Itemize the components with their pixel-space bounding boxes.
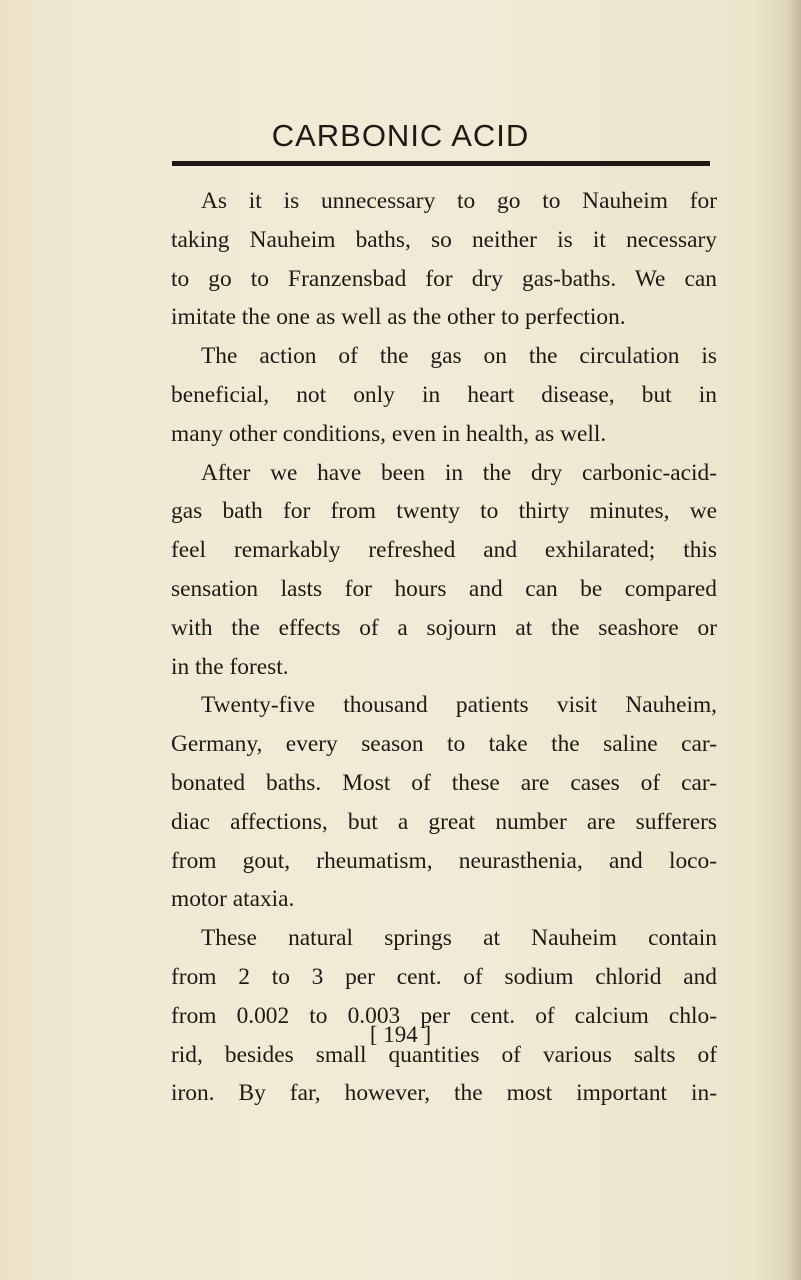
text-line: from 0.002 to 0.003 per cent. of calcium chlo- — [171, 1002, 717, 1029]
text-line: These natural springs at Nauheim contain — [201, 925, 717, 952]
text-line: Germany, every season to take the saline car- — [171, 731, 717, 758]
text-line: from gout, rheumatism, neurasthenia, and loco- — [171, 847, 717, 874]
text-line: bonated baths. Most of these are cases of car- — [171, 769, 717, 796]
text-line: Twenty-five thousand patients visit Nauheim, — [201, 692, 717, 719]
text-line: to go to Franzensbad for dry gas-baths. We can — [171, 265, 717, 292]
page-edge-shadow — [787, 0, 801, 1280]
body-text — [171, 182, 717, 1113]
text-line: beneficial, not only in heart disease, but in — [171, 381, 717, 408]
text-line: iron. By far, however, the most important in- — [171, 1080, 717, 1107]
text-line: taking Nauheim baths, so neither is it necessary — [171, 226, 717, 253]
text-line: in the forest. — [171, 653, 289, 680]
text-line: As it is unnecessary to go to Nauheim for — [201, 188, 717, 214]
text-line: rid, besides small quantities of various salts of — [171, 1041, 717, 1068]
paragraph — [171, 337, 717, 453]
header-rule — [172, 161, 710, 166]
text-line: motor ataxia. — [171, 886, 295, 913]
text-line: The action of the gas on the circulation is — [201, 343, 717, 370]
text-line: gas bath for from twenty to thirty minutes, we — [171, 498, 717, 525]
text-line: feel remarkably refreshed and exhilarated; this — [171, 537, 717, 564]
text-line: After we have been in the dry carbonic-acid- — [201, 459, 717, 486]
text-line: diac affections, but a great number are sufferers — [171, 808, 717, 835]
paragraph — [171, 182, 717, 337]
paragraph — [171, 454, 717, 687]
page-number: [ 194 ] — [369, 1022, 432, 1047]
text-line: with the effects of a sojourn at the seashore or — [171, 614, 717, 641]
text-line: imitate the one as well as the other to perfection. — [171, 304, 626, 331]
text-line: many other conditions, even in health, as well. — [171, 420, 607, 447]
text-line: sensation lasts for hours and can be compared — [171, 575, 717, 602]
text-line: from 2 to 3 per cent. of sodium chlorid and — [171, 963, 717, 990]
paragraph — [171, 686, 717, 919]
paragraph — [171, 919, 717, 1113]
running-head: CARBONIC ACID — [271, 118, 530, 153]
